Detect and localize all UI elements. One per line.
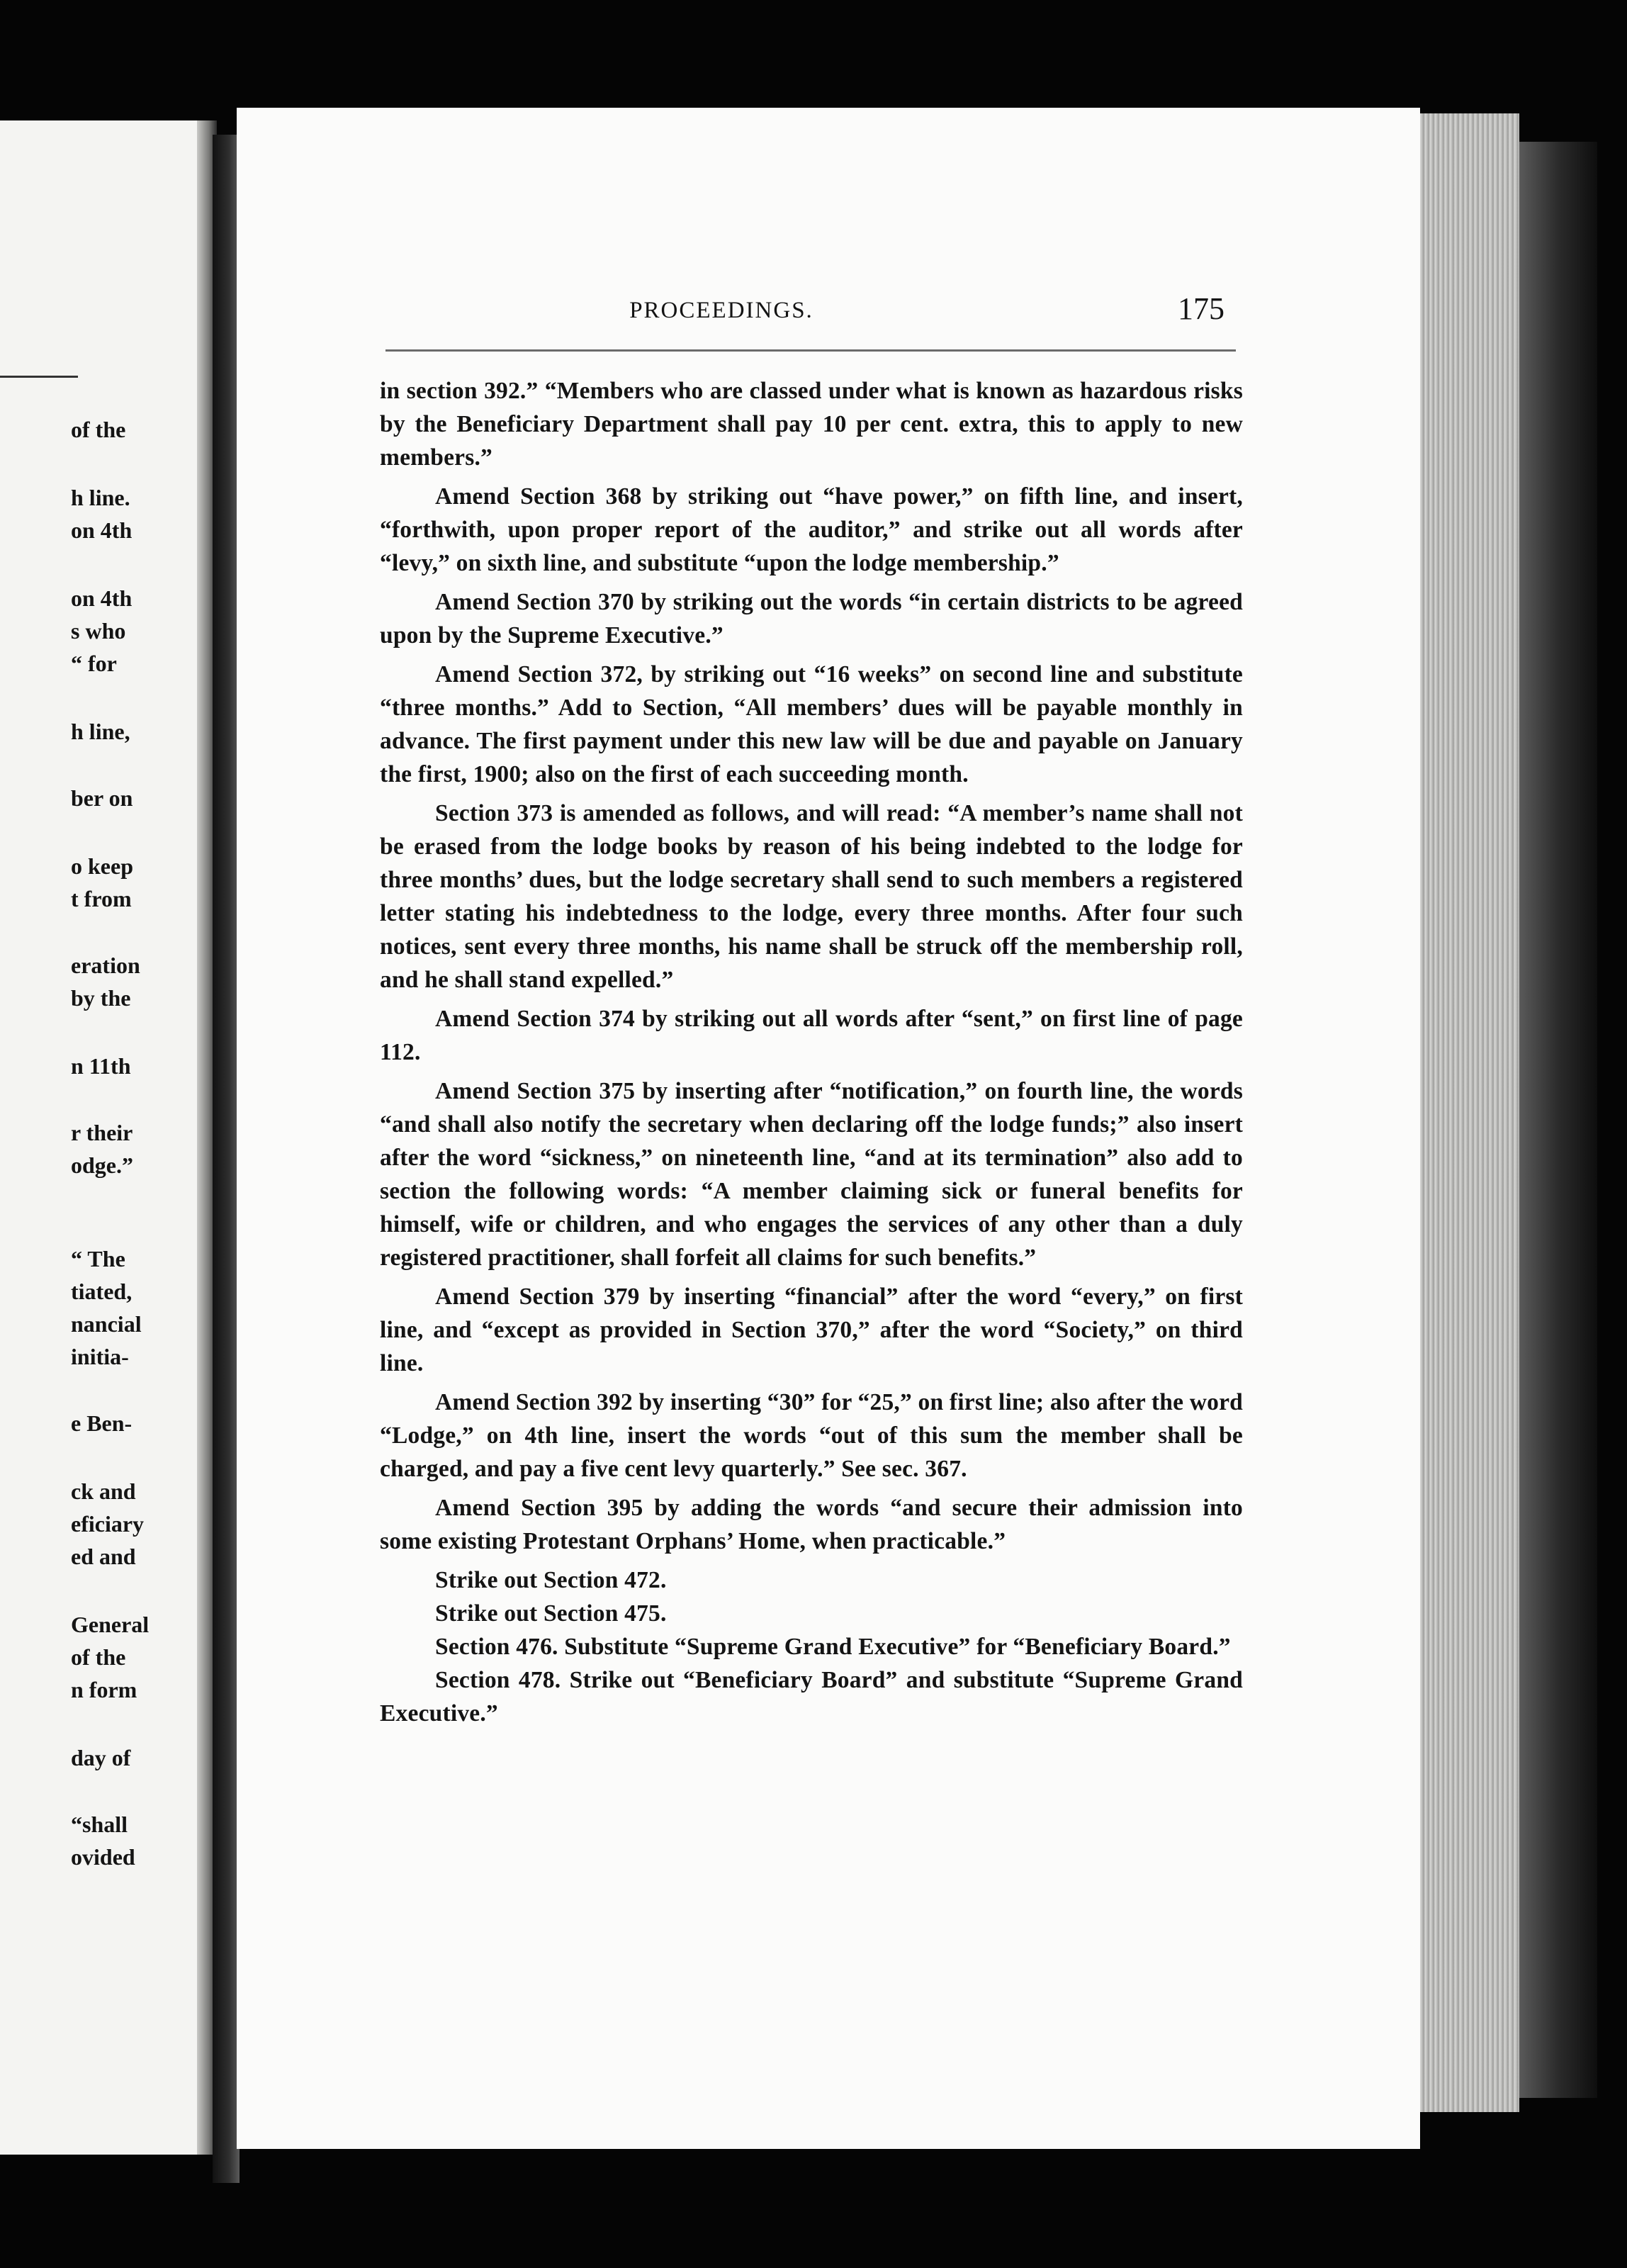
paragraph: Amend Section 392 by inserting “30” for “25,” on first line; also after the word “Lodge,” on 4th line, insert the words “out of this sum the member shall be charged, and pay a five cent levy quarterly.” See sec. 367.: [380, 1389, 1243, 1482]
left-page-fragment: n 11th: [71, 1053, 131, 1079]
paragraph: Section 476. Substitute “Supreme Grand Executive” for “Beneficiary Board.”: [435, 1634, 1231, 1660]
left-page-fragment: eficiary: [71, 1511, 145, 1537]
left-page-fragment: ed and: [71, 1544, 136, 1569]
left-page-fragment: ovided: [71, 1844, 135, 1870]
paragraph: Section 478. Strike out “Beneficiary Board” and substitute “Supreme Grand Executive.”: [380, 1667, 1243, 1727]
header-rule: [385, 349, 1236, 352]
left-page-fragment: odge.”: [71, 1152, 133, 1178]
left-page-fragment: ck and: [71, 1478, 136, 1504]
left-page-fragment: e Ben-: [71, 1410, 133, 1436]
left-page-fragment: on 4th: [71, 517, 133, 543]
left-page-fragment: eration: [71, 953, 140, 978]
left-page-fragment: o keep: [71, 853, 133, 879]
left-page-fragment: by the: [71, 985, 131, 1011]
page-number: 175: [1178, 291, 1225, 326]
left-page-fragment: General: [71, 1612, 150, 1637]
left-page-fragment: of the: [71, 1644, 126, 1670]
left-page-fragment: tiated,: [71, 1279, 133, 1304]
left-page-fragment: of the: [71, 417, 126, 442]
body-text: [380, 374, 1243, 1736]
left-page-fragment: s who: [71, 618, 126, 644]
paragraph: Amend Section 375 by inserting after “notification,” on fourth line, the words “and shall also notify the secretary when declaring off the lodge funds;” also insert after the word “sickness,” on nineteenth line, “and at its termination” also add to section the following words: “A member claiming sick or funeral benefits for himself, wife or children, and who engages the services of any other than a duly registered practitioner, shall forfeit all claims for such benefits.”: [380, 1078, 1243, 1271]
left-page-fragment: h line.: [71, 485, 130, 510]
paragraph: Strike out Section 475.: [435, 1600, 667, 1627]
page-edges: [1420, 113, 1519, 2112]
page-edges-shadow: [1519, 142, 1597, 2098]
left-page-rule: [0, 376, 78, 378]
left-page-fragment: “ for: [71, 651, 117, 676]
running-head: PROCEEDINGS.: [629, 298, 814, 323]
paragraph: Strike out Section 472.: [435, 1567, 667, 1593]
left-page: [0, 120, 197, 2155]
left-page-fragment: day of: [71, 1745, 131, 1770]
paragraph: Amend Section 372, by striking out “16 weeks” on second line and substitute “three months.” Add to Section, “All members’ dues will be payable monthly in advance. The first payment under this new law will be due and payable on January the first, 1900; also on the first of each succeeding month.: [380, 661, 1243, 787]
left-page-fragment: “shall: [71, 1812, 128, 1837]
left-page-fragment: r their: [71, 1120, 133, 1145]
left-page-fragment: ber on: [71, 785, 133, 811]
left-page-fragment: h line,: [71, 719, 130, 744]
paragraph: Amend Section 395 by adding the words “and secure their admission into some existing Protestant Orphans’ Home, when practicable.”: [380, 1495, 1243, 1554]
left-page-fragment: initia-: [71, 1344, 129, 1369]
book-spine: [213, 135, 240, 2183]
paragraph: in section 392.” “Members who are classed under what is known as hazardous risks by the Beneficiary Department shall pay 10 per cent. extra, this to apply to new members.”: [380, 378, 1243, 471]
paragraph: Section 373 is amended as follows, and will read: “A member’s name shall not be erased from the lodge books by reason of his being indebted to the lodge for three months’ dues, but the lodge secretary shall send to such members a registered letter stating his indebtedness to the lodge, every three months. After four such notices, sent every three months, his name shall be struck off the membership roll, and he shall stand expelled.”: [380, 800, 1243, 993]
left-page-fragment: n form: [71, 1677, 137, 1702]
paragraph: Amend Section 368 by striking out “have power,” on fifth line, and insert, “forthwith, upon proper report of the auditor,” and strike out all words after “levy,” on sixth line, and substitute “upon the lodge membership.”: [380, 483, 1243, 576]
paragraph: Amend Section 370 by striking out the words “in certain districts to be agreed upon by the Supreme Executive.”: [380, 589, 1243, 649]
left-page-fragment: nancial: [71, 1311, 142, 1337]
paragraph: Amend Section 379 by inserting “financial” after the word “every,” on first line, and “except as provided in Section 370,” after the word “Society,” on third line.: [380, 1284, 1243, 1376]
paragraph: Amend Section 374 by striking out all words after “sent,” on first line of page 112.: [380, 1006, 1243, 1065]
left-page-fragment: on 4th: [71, 585, 133, 611]
left-page-fragment: t from: [71, 886, 132, 911]
left-page-fragment: “ The: [71, 1246, 125, 1271]
